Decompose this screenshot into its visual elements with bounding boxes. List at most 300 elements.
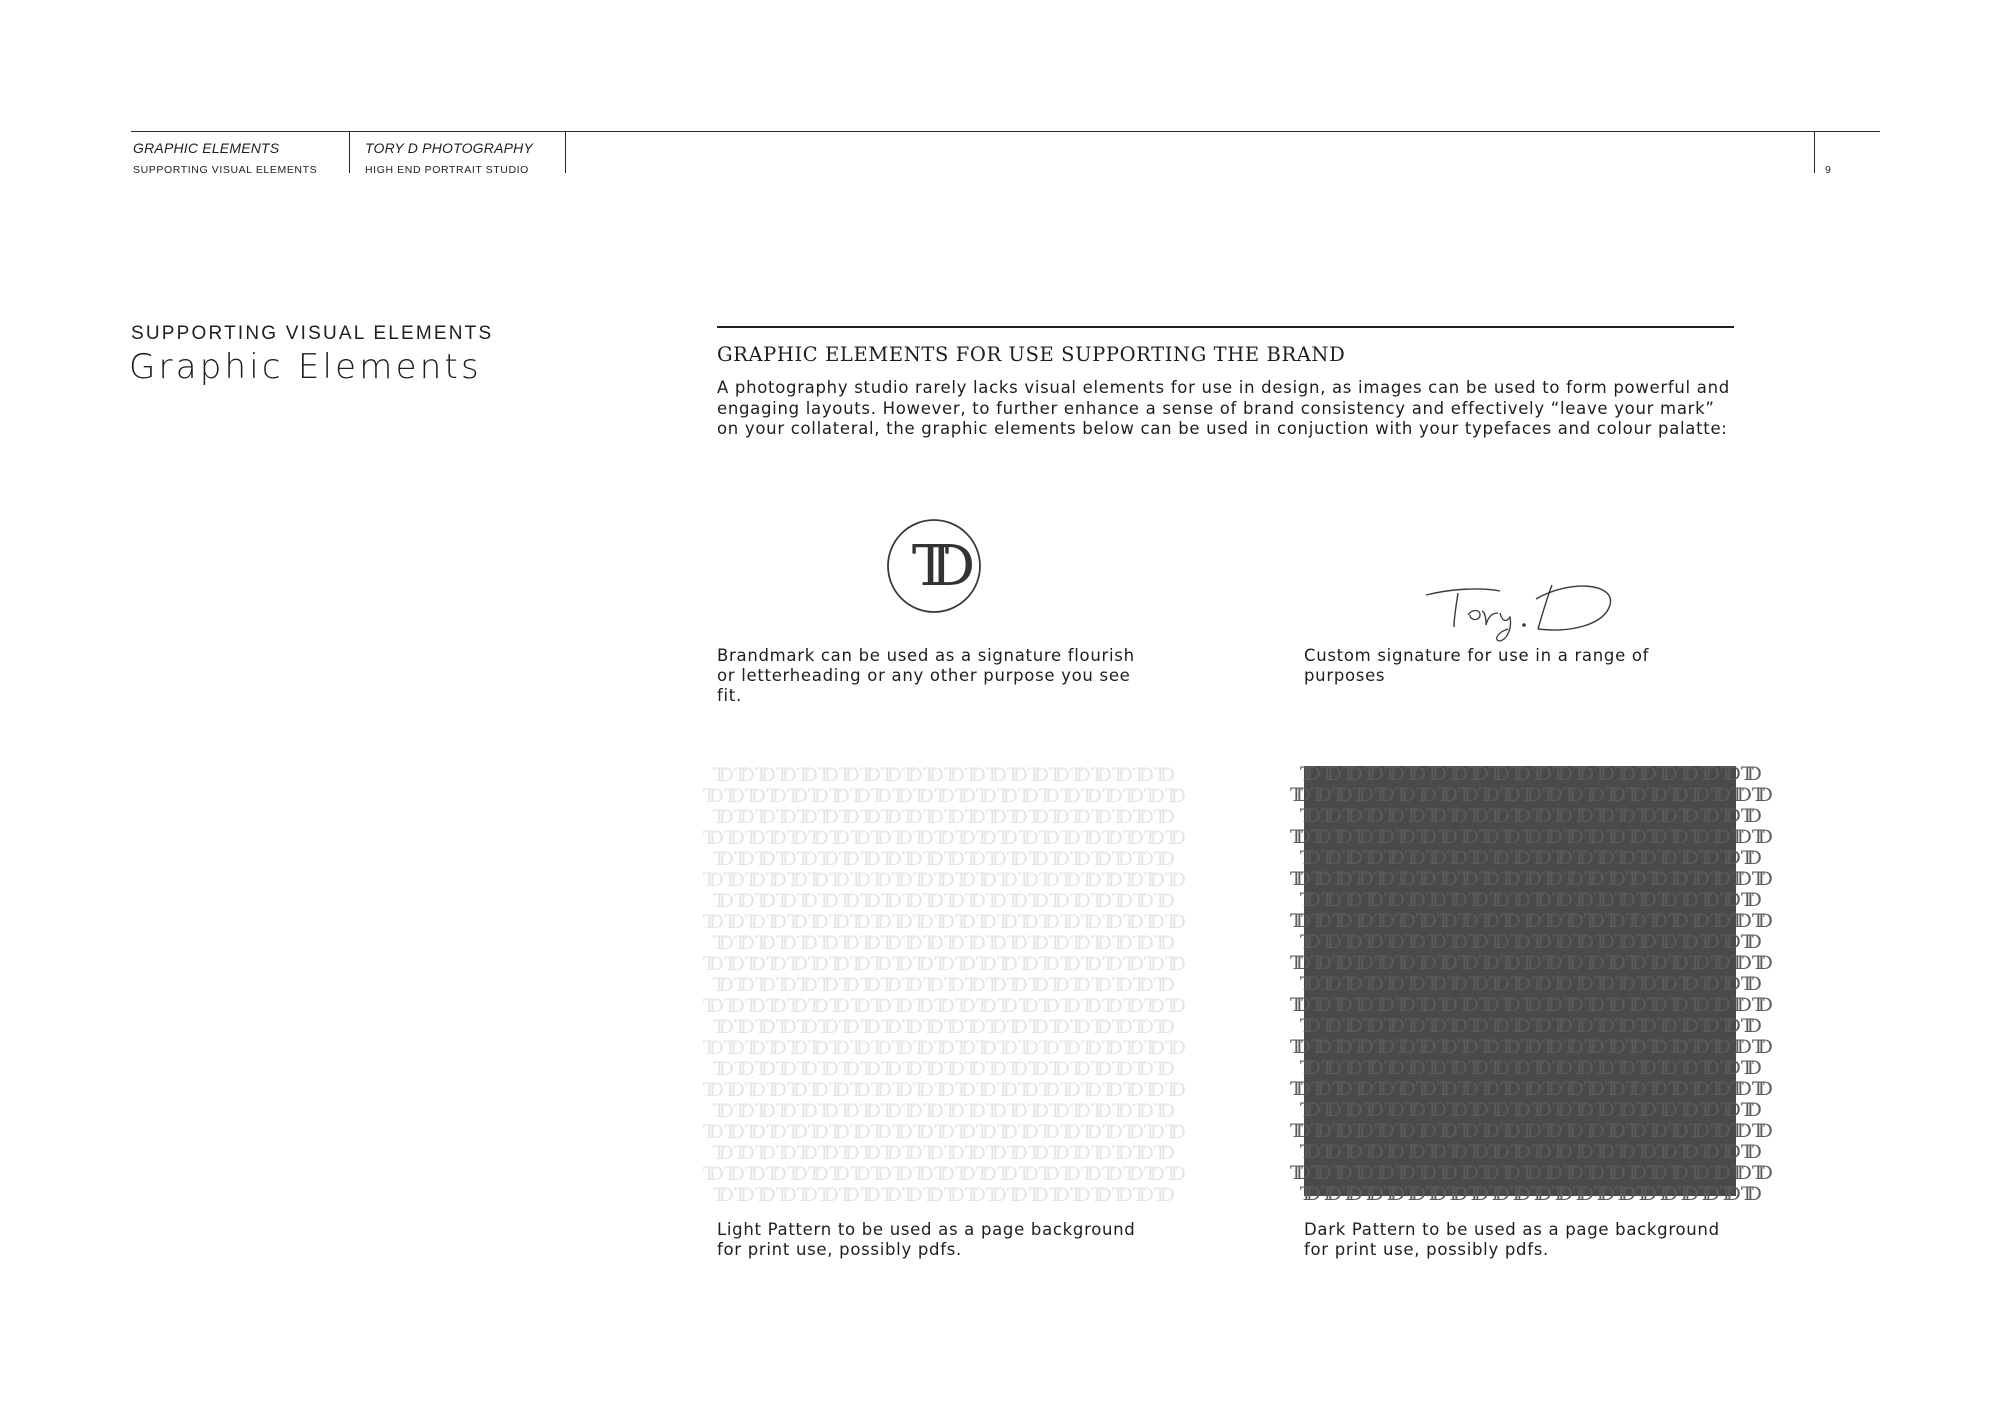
- light-pattern-monogram: TD: [1154, 1142, 1168, 1164]
- dark-pattern-monogram: TD: [1489, 1015, 1503, 1037]
- dark-pattern-monogram: TD: [1731, 994, 1745, 1016]
- dark-pattern-monogram: TD: [1468, 931, 1482, 953]
- light-pattern-monogram: TD: [745, 869, 759, 891]
- dark-pattern-monogram: TD: [1363, 805, 1377, 827]
- light-pattern-monogram: TD: [955, 1079, 969, 1101]
- dark-pattern-monogram: TD: [1542, 1036, 1556, 1058]
- light-pattern-caption: Light Pattern to be used as a page background for print use, possibly pdfs.: [717, 1220, 1136, 1259]
- light-pattern-monogram: TD: [1112, 1016, 1126, 1038]
- dark-pattern-monogram: TD: [1342, 1141, 1356, 1163]
- light-pattern-monogram: TD: [892, 995, 906, 1017]
- dark-pattern-monogram: TD: [1731, 910, 1745, 932]
- dark-pattern-monogram: TD: [1416, 868, 1430, 890]
- dark-pattern-monogram: TD: [1668, 910, 1682, 932]
- light-pattern-monogram: TD: [1070, 764, 1084, 786]
- dark-pattern-monogram: TD: [1363, 973, 1377, 995]
- light-pattern-monogram: TD: [986, 1058, 1000, 1080]
- dark-pattern-monogram: TD: [1573, 847, 1587, 869]
- dark-pattern-monogram: TD: [1405, 1057, 1419, 1079]
- light-pattern-monogram: TD: [1028, 1142, 1042, 1164]
- dark-pattern-monogram: TD: [1300, 973, 1314, 995]
- light-pattern-monogram: TD: [797, 806, 811, 828]
- light-pattern-svg: [703, 764, 1179, 1206]
- light-pattern-monogram: TD: [1091, 848, 1105, 870]
- dark-pattern-monogram: TD: [1468, 805, 1482, 827]
- dark-pattern-monogram: TD: [1332, 1078, 1346, 1100]
- light-pattern-monogram: TD: [1049, 890, 1063, 912]
- light-pattern-monogram: TD: [1165, 1163, 1179, 1185]
- dark-pattern-monogram: TD: [1321, 1099, 1335, 1121]
- light-pattern-monogram: TD: [1070, 1142, 1084, 1164]
- dark-pattern-monogram: TD: [1741, 1015, 1755, 1037]
- light-pattern-monogram: TD: [997, 1121, 1011, 1143]
- light-pattern-monogram: TD: [965, 932, 979, 954]
- light-pattern-monogram: TD: [1070, 890, 1084, 912]
- light-pattern-monogram: TD: [818, 890, 832, 912]
- dark-pattern-monogram: TD: [1678, 847, 1692, 869]
- dark-pattern-monogram: TD: [1426, 973, 1440, 995]
- dark-pattern-monogram: TD: [1636, 1183, 1650, 1205]
- light-pattern-monogram: TD: [839, 890, 853, 912]
- dark-pattern-monogram: TD: [1657, 1141, 1671, 1163]
- light-pattern-monogram: TD: [734, 1016, 748, 1038]
- light-pattern-monogram: TD: [1123, 785, 1137, 807]
- dark-pattern-monogram: TD: [1741, 847, 1755, 869]
- light-pattern-monogram: TD: [724, 953, 738, 975]
- dark-pattern-monogram: TD: [1689, 910, 1703, 932]
- dark-pattern-monogram: TD: [1615, 1183, 1629, 1205]
- dark-pattern-monogram: TD: [1531, 973, 1545, 995]
- light-pattern-monogram: TD: [892, 827, 906, 849]
- light-pattern-monogram: TD: [1123, 1121, 1137, 1143]
- dark-pattern-monogram: TD: [1752, 1078, 1766, 1100]
- light-pattern-monogram: TD: [1112, 848, 1126, 870]
- dark-pattern-monogram: TD: [1720, 847, 1734, 869]
- light-pattern-monogram: TD: [734, 1058, 748, 1080]
- dark-pattern-monogram: TD: [1573, 931, 1587, 953]
- light-pattern-monogram: TD: [997, 1037, 1011, 1059]
- dark-pattern-monogram: TD: [1416, 910, 1430, 932]
- dark-pattern-monogram: TD: [1321, 1015, 1335, 1037]
- dark-pattern-monogram: TD: [1563, 1162, 1577, 1184]
- light-pattern-monogram: TD: [787, 1079, 801, 1101]
- light-pattern-monogram: TD: [766, 953, 780, 975]
- dark-pattern-monogram: TD: [1363, 889, 1377, 911]
- dark-pattern-monogram: TD: [1752, 994, 1766, 1016]
- light-pattern-monogram: TD: [766, 827, 780, 849]
- dark-pattern-monogram: TD: [1531, 931, 1545, 953]
- light-pattern-monogram: TD: [724, 785, 738, 807]
- dark-pattern-monogram: TD: [1731, 826, 1745, 848]
- light-pattern-monogram: TD: [986, 848, 1000, 870]
- dark-pattern-monogram: TD: [1437, 994, 1451, 1016]
- light-pattern-monogram: TD: [902, 1016, 916, 1038]
- dark-pattern-monogram: TD: [1636, 763, 1650, 785]
- light-pattern-monogram: TD: [860, 932, 874, 954]
- dark-pattern-monogram: TD: [1342, 805, 1356, 827]
- light-pattern-monogram: TD: [839, 848, 853, 870]
- light-pattern-monogram: TD: [1154, 974, 1168, 996]
- dark-pattern-monogram: TD: [1657, 1015, 1671, 1037]
- light-pattern-monogram: TD: [713, 764, 727, 786]
- light-pattern-monogram: TD: [1018, 869, 1032, 891]
- svg-text:TD: TD: [911, 534, 957, 599]
- light-pattern-monogram: TD: [745, 827, 759, 849]
- dark-pattern-monogram: TD: [1542, 1162, 1556, 1184]
- light-pattern-monogram: TD: [860, 890, 874, 912]
- light-pattern-monogram: TD: [829, 785, 843, 807]
- light-pattern-monogram: TD: [892, 785, 906, 807]
- dark-pattern-monogram: TD: [1479, 994, 1493, 1016]
- light-pattern-monogram: TD: [944, 848, 958, 870]
- section-label: SUPPORTING VISUAL ELEMENTS: [131, 323, 494, 344]
- light-pattern-monogram: TD: [923, 932, 937, 954]
- light-pattern-monogram: TD: [829, 1121, 843, 1143]
- light-pattern-monogram: TD: [1154, 848, 1168, 870]
- dark-pattern-monogram: TD: [1731, 1078, 1745, 1100]
- dark-pattern-monogram: TD: [1531, 1015, 1545, 1037]
- light-pattern-monogram: TD: [1060, 827, 1074, 849]
- dark-pattern-monogram: TD: [1657, 1183, 1671, 1205]
- dark-pattern-monogram: TD: [1332, 910, 1346, 932]
- light-pattern-monogram: TD: [703, 1163, 717, 1185]
- dark-pattern-monogram: TD: [1521, 1078, 1535, 1100]
- light-pattern-monogram: TD: [1154, 806, 1168, 828]
- light-pattern-monogram: TD: [892, 1079, 906, 1101]
- light-pattern-monogram: TD: [839, 932, 853, 954]
- main-heading: GRAPHIC ELEMENTS FOR USE SUPPORTING THE BRAND: [717, 343, 1346, 366]
- light-pattern-swatch: [703, 764, 1179, 1206]
- dark-pattern-monogram: TD: [1752, 952, 1766, 974]
- light-pattern-monogram: TD: [808, 1163, 822, 1185]
- dark-pattern-monogram: TD: [1479, 1120, 1493, 1142]
- light-pattern-monogram: TD: [1018, 827, 1032, 849]
- dark-pattern-monogram: TD: [1416, 994, 1430, 1016]
- light-pattern-monogram: TD: [808, 911, 822, 933]
- dark-pattern-monogram: TD: [1437, 1120, 1451, 1142]
- dark-pattern-monogram: TD: [1510, 1057, 1524, 1079]
- light-pattern-monogram: TD: [724, 995, 738, 1017]
- light-pattern-monogram: TD: [1028, 974, 1042, 996]
- header-divider: [565, 131, 566, 173]
- dark-pattern-monogram: TD: [1521, 952, 1535, 974]
- dark-pattern-monogram: TD: [1668, 868, 1682, 890]
- dark-pattern-monogram: TD: [1321, 931, 1335, 953]
- dark-pattern-monogram: TD: [1458, 952, 1472, 974]
- light-pattern-monogram: TD: [902, 848, 916, 870]
- dark-pattern-monogram: TD: [1426, 931, 1440, 953]
- dark-pattern-monogram: TD: [1594, 805, 1608, 827]
- light-pattern-monogram: TD: [1165, 995, 1179, 1017]
- light-pattern-monogram: TD: [745, 1163, 759, 1185]
- light-pattern-monogram: TD: [1039, 911, 1053, 933]
- light-pattern-monogram: TD: [1144, 1163, 1158, 1185]
- light-pattern-monogram: TD: [1133, 974, 1147, 996]
- dark-pattern-monogram: TD: [1636, 889, 1650, 911]
- light-pattern-monogram: TD: [965, 1142, 979, 1164]
- dark-pattern-monogram: TD: [1741, 805, 1755, 827]
- dark-pattern-monogram: TD: [1437, 868, 1451, 890]
- dark-pattern-monogram: TD: [1584, 868, 1598, 890]
- light-pattern-monogram: TD: [1165, 911, 1179, 933]
- dark-pattern-monogram: TD: [1353, 910, 1367, 932]
- dark-pattern-monogram: TD: [1552, 1057, 1566, 1079]
- light-pattern-monogram: TD: [892, 1037, 906, 1059]
- dark-pattern-monogram: TD: [1447, 1183, 1461, 1205]
- dark-pattern-monogram: TD: [1374, 784, 1388, 806]
- light-pattern-monogram: TD: [755, 1142, 769, 1164]
- dark-pattern-monogram: TD: [1699, 1015, 1713, 1037]
- light-pattern-monogram: TD: [965, 1100, 979, 1122]
- light-pattern-monogram: TD: [902, 932, 916, 954]
- light-pattern-monogram: TD: [713, 1100, 727, 1122]
- header-brand-title: TORY D PHOTOGRAPHY: [365, 140, 534, 156]
- light-pattern-monogram: TD: [913, 1037, 927, 1059]
- light-pattern-monogram: TD: [986, 1016, 1000, 1038]
- light-pattern-monogram: TD: [755, 1058, 769, 1080]
- light-pattern-monogram: TD: [724, 869, 738, 891]
- dark-pattern-monogram: TD: [1500, 826, 1514, 848]
- dark-pattern-monogram: TD: [1615, 1099, 1629, 1121]
- dark-pattern-monogram: TD: [1699, 1057, 1713, 1079]
- light-pattern-monogram: TD: [1028, 1100, 1042, 1122]
- dark-pattern-monogram: TD: [1395, 1162, 1409, 1184]
- light-pattern-monogram: TD: [1133, 764, 1147, 786]
- light-pattern-monogram: TD: [776, 890, 790, 912]
- dark-pattern-monogram: TD: [1510, 763, 1524, 785]
- light-pattern-monogram: TD: [1028, 1058, 1042, 1080]
- light-pattern-monogram: TD: [1091, 1058, 1105, 1080]
- dark-pattern-monogram: TD: [1563, 1036, 1577, 1058]
- light-pattern-monogram: TD: [1154, 1184, 1168, 1206]
- dark-pattern-monogram: TD: [1605, 910, 1619, 932]
- light-pattern-monogram: TD: [913, 995, 927, 1017]
- dark-pattern-monogram: TD: [1500, 1036, 1514, 1058]
- light-pattern-monogram: TD: [797, 1142, 811, 1164]
- light-pattern-monogram: TD: [944, 1058, 958, 1080]
- dark-pattern-monogram: TD: [1290, 994, 1304, 1016]
- light-pattern-monogram: TD: [871, 1079, 885, 1101]
- dark-pattern-monogram: TD: [1731, 1120, 1745, 1142]
- dark-pattern-monogram: TD: [1374, 1036, 1388, 1058]
- dark-pattern-monogram: TD: [1384, 1141, 1398, 1163]
- light-pattern-monogram: TD: [1060, 1037, 1074, 1059]
- dark-pattern-monogram: TD: [1584, 1078, 1598, 1100]
- light-pattern-monogram: TD: [797, 974, 811, 996]
- light-pattern-monogram: TD: [997, 953, 1011, 975]
- light-pattern-monogram: TD: [934, 911, 948, 933]
- dark-pattern-monogram: TD: [1290, 1078, 1304, 1100]
- light-pattern-monogram: TD: [724, 1079, 738, 1101]
- light-pattern-monogram: TD: [703, 1037, 717, 1059]
- dark-pattern-monogram: TD: [1426, 847, 1440, 869]
- light-pattern-monogram: TD: [1123, 1079, 1137, 1101]
- light-pattern-monogram: TD: [1039, 785, 1053, 807]
- light-pattern-monogram: TD: [923, 1100, 937, 1122]
- dark-pattern-monogram: TD: [1615, 763, 1629, 785]
- dark-pattern-monogram: TD: [1594, 1141, 1608, 1163]
- dark-pattern-monogram: TD: [1332, 1162, 1346, 1184]
- light-pattern-monogram: TD: [713, 848, 727, 870]
- light-pattern-monogram: TD: [997, 1163, 1011, 1185]
- dark-pattern-monogram: TD: [1584, 1036, 1598, 1058]
- dark-pattern-monogram: TD: [1699, 1183, 1713, 1205]
- light-pattern-monogram: TD: [755, 1184, 769, 1206]
- light-pattern-monogram: TD: [1060, 1121, 1074, 1143]
- dark-pattern-monogram: TD: [1426, 1183, 1440, 1205]
- dark-pattern-monogram: TD: [1752, 826, 1766, 848]
- dark-pattern-monogram: TD: [1395, 784, 1409, 806]
- dark-pattern-monogram: TD: [1300, 1099, 1314, 1121]
- dark-pattern-monogram: TD: [1353, 994, 1367, 1016]
- light-pattern-monogram: TD: [797, 848, 811, 870]
- light-pattern-monogram: TD: [1070, 1058, 1084, 1080]
- light-pattern-monogram: TD: [839, 1184, 853, 1206]
- dark-pattern-monogram: TD: [1311, 994, 1325, 1016]
- dark-pattern-monogram: TD: [1332, 784, 1346, 806]
- dark-pattern-monogram: TD: [1458, 784, 1472, 806]
- dark-pattern-monogram: TD: [1720, 1099, 1734, 1121]
- dark-pattern-monogram: TD: [1657, 847, 1671, 869]
- light-pattern-monogram: TD: [1018, 953, 1032, 975]
- dark-pattern-monogram: TD: [1647, 994, 1661, 1016]
- dark-pattern-monogram: TD: [1752, 784, 1766, 806]
- dark-pattern-monogram: TD: [1605, 1162, 1619, 1184]
- light-pattern-monogram: TD: [944, 1016, 958, 1038]
- light-pattern-monogram: TD: [1091, 932, 1105, 954]
- dark-pattern-monogram: TD: [1458, 994, 1472, 1016]
- light-pattern-monogram: TD: [1028, 848, 1042, 870]
- light-pattern-monogram: TD: [986, 764, 1000, 786]
- light-pattern-monogram: TD: [713, 932, 727, 954]
- dark-pattern-monogram: TD: [1647, 910, 1661, 932]
- light-pattern-monogram: TD: [955, 995, 969, 1017]
- dark-pattern-monogram: TD: [1594, 847, 1608, 869]
- light-pattern-monogram: TD: [1144, 1121, 1158, 1143]
- dark-pattern-monogram: TD: [1573, 1141, 1587, 1163]
- dark-pattern-monogram: TD: [1647, 784, 1661, 806]
- light-pattern-monogram: TD: [850, 869, 864, 891]
- light-pattern-monogram: TD: [734, 1100, 748, 1122]
- light-pattern-monogram: TD: [881, 764, 895, 786]
- light-pattern-monogram: TD: [934, 1079, 948, 1101]
- light-pattern-monogram: TD: [797, 932, 811, 954]
- dark-pattern-monogram: TD: [1521, 1162, 1535, 1184]
- dark-pattern-monogram: TD: [1741, 1099, 1755, 1121]
- light-pattern-monogram: TD: [1102, 953, 1116, 975]
- dark-pattern-monogram: TD: [1741, 763, 1755, 785]
- light-pattern-monogram: TD: [703, 785, 717, 807]
- dark-pattern-monogram: TD: [1636, 847, 1650, 869]
- light-pattern-monogram: TD: [923, 806, 937, 828]
- dark-pattern-monogram: TD: [1615, 1057, 1629, 1079]
- light-pattern-monogram: TD: [776, 1016, 790, 1038]
- light-pattern-monogram: TD: [902, 1100, 916, 1122]
- dark-pattern-monogram: TD: [1710, 994, 1724, 1016]
- dark-pattern-monogram: TD: [1678, 805, 1692, 827]
- dark-pattern-monogram: TD: [1510, 805, 1524, 827]
- light-pattern-monogram: TD: [755, 764, 769, 786]
- light-pattern-monogram: TD: [1039, 1163, 1053, 1185]
- dark-pattern-monogram: TD: [1521, 1120, 1535, 1142]
- dark-pattern-monogram: TD: [1510, 847, 1524, 869]
- light-pattern-monogram: TD: [923, 848, 937, 870]
- dark-pattern-monogram: TD: [1332, 994, 1346, 1016]
- light-pattern-monogram: TD: [1070, 806, 1084, 828]
- light-pattern-monogram: TD: [1091, 1142, 1105, 1164]
- light-pattern-monogram: TD: [1007, 1184, 1021, 1206]
- light-pattern-monogram: TD: [1102, 995, 1116, 1017]
- light-pattern-monogram: TD: [1007, 764, 1021, 786]
- dark-pattern-monogram: TD: [1594, 763, 1608, 785]
- dark-pattern-monogram: TD: [1468, 1015, 1482, 1037]
- dark-pattern-monogram: TD: [1657, 763, 1671, 785]
- dark-pattern-monogram: TD: [1678, 1141, 1692, 1163]
- light-pattern-monogram: TD: [871, 995, 885, 1017]
- dark-pattern-monogram: TD: [1311, 826, 1325, 848]
- light-pattern-monogram: TD: [871, 911, 885, 933]
- dark-pattern-monogram: TD: [1689, 1036, 1703, 1058]
- light-pattern-monogram: TD: [1070, 932, 1084, 954]
- light-pattern-monogram: TD: [1165, 953, 1179, 975]
- dark-pattern-monogram: TD: [1489, 931, 1503, 953]
- light-pattern-monogram: TD: [1144, 827, 1158, 849]
- light-pattern-monogram: TD: [986, 1184, 1000, 1206]
- dark-pattern-monogram: TD: [1437, 910, 1451, 932]
- dark-pattern-monogram: TD: [1521, 910, 1535, 932]
- dark-pattern-monogram: TD: [1531, 763, 1545, 785]
- light-pattern-monogram: TD: [850, 1121, 864, 1143]
- light-pattern-monogram: TD: [892, 869, 906, 891]
- dark-pattern-monogram: TD: [1615, 1141, 1629, 1163]
- light-pattern-monogram: TD: [860, 848, 874, 870]
- light-pattern-monogram: TD: [797, 764, 811, 786]
- dark-pattern-monogram: TD: [1699, 1099, 1713, 1121]
- dark-pattern-monogram: TD: [1710, 910, 1724, 932]
- dark-pattern-monogram: TD: [1626, 868, 1640, 890]
- light-pattern-monogram: TD: [734, 974, 748, 996]
- light-pattern-monogram: TD: [881, 1142, 895, 1164]
- light-pattern-monogram: TD: [766, 869, 780, 891]
- light-pattern-monogram: TD: [976, 995, 990, 1017]
- dark-pattern-monogram: TD: [1521, 826, 1535, 848]
- dark-pattern-monogram: TD: [1405, 1015, 1419, 1037]
- dark-pattern-monogram: TD: [1699, 763, 1713, 785]
- dark-pattern-monogram: TD: [1605, 994, 1619, 1016]
- dark-pattern-monogram: TD: [1321, 889, 1335, 911]
- light-pattern-monogram: TD: [1028, 764, 1042, 786]
- dark-pattern-monogram: TD: [1563, 784, 1577, 806]
- dark-pattern-monogram: TD: [1615, 805, 1629, 827]
- light-pattern-monogram: TD: [713, 974, 727, 996]
- light-pattern-monogram: TD: [787, 1163, 801, 1185]
- dark-pattern-monogram: TD: [1405, 763, 1419, 785]
- dark-pattern-monogram: TD: [1636, 1015, 1650, 1037]
- light-pattern-monogram: TD: [839, 1058, 853, 1080]
- light-pattern-monogram: TD: [955, 785, 969, 807]
- light-pattern-monogram: TD: [829, 1163, 843, 1185]
- light-pattern-monogram: TD: [797, 1058, 811, 1080]
- light-pattern-monogram: TD: [944, 890, 958, 912]
- light-pattern-monogram: TD: [1112, 1100, 1126, 1122]
- light-pattern-monogram: TD: [892, 911, 906, 933]
- signature-graphic: [1420, 575, 1620, 643]
- dark-pattern-monogram: TD: [1374, 1078, 1388, 1100]
- dark-pattern-monogram: TD: [1500, 910, 1514, 932]
- dark-pattern-monogram: TD: [1521, 784, 1535, 806]
- light-pattern-monogram: TD: [1112, 932, 1126, 954]
- light-pattern-monogram: TD: [724, 911, 738, 933]
